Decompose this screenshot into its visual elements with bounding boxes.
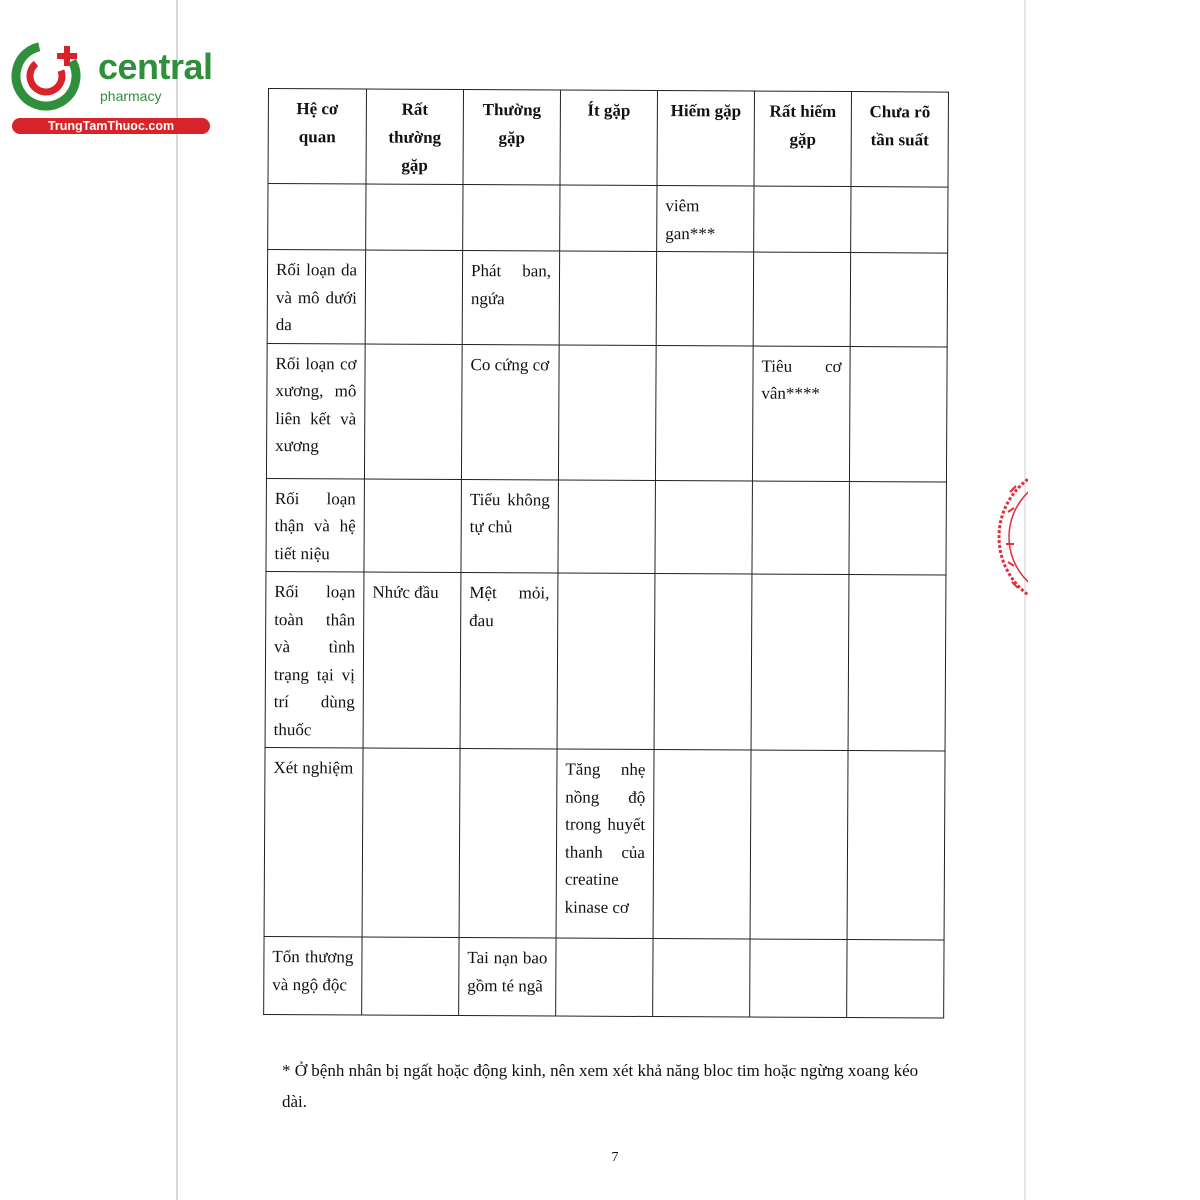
- table-cell: [364, 479, 461, 573]
- table-header-row: [268, 89, 948, 188]
- table-cell: [365, 250, 462, 344]
- table-cell: Tiểu không tự chủ: [461, 479, 558, 573]
- table-cell: Mệt mỏi, đau: [460, 573, 558, 750]
- table-cell: Tổn thương và ngộ độc: [264, 936, 362, 1015]
- table-cell: [851, 187, 948, 254]
- table-cell: Tăng nhẹ nồng độ trong huyết thanh của creatine kinase cơ: [556, 749, 654, 939]
- table-cell: [753, 252, 850, 346]
- table-cell: [848, 575, 946, 752]
- table-row: [268, 184, 948, 254]
- table-cell: [653, 939, 750, 1018]
- table-cell: [556, 938, 653, 1017]
- table-cell: [558, 345, 656, 481]
- table-cell: [751, 574, 849, 751]
- table-cell: [847, 751, 945, 941]
- table-cell: [366, 184, 463, 251]
- table-cell: Rối loạn thận và hệ tiết niệu: [266, 478, 364, 572]
- header-hiem-gap: Hiếm gặp: [657, 91, 754, 187]
- header-rat-hiem-gap: Rất hiếm gặp: [754, 91, 851, 187]
- page-number: 7: [611, 1150, 619, 1165]
- table-cell: [558, 480, 655, 574]
- table-cell: Rối loạn da và mô dưới da: [267, 250, 365, 344]
- table-cell: [560, 185, 657, 252]
- table-cell: Rối loạn toàn thân và tình trạng tại vị trí dùng thuốc: [265, 571, 364, 748]
- table-cell: [656, 252, 753, 346]
- table-row: [264, 936, 944, 1018]
- table-cell: [847, 940, 944, 1019]
- table-cell: [557, 573, 655, 750]
- table-cell: [655, 345, 753, 481]
- table-cell: [559, 251, 656, 345]
- table-cell: [362, 937, 459, 1016]
- table-cell: [750, 939, 847, 1018]
- table-row: [264, 747, 945, 940]
- table-cell: [654, 574, 752, 751]
- table-cell: [750, 750, 848, 940]
- table-cell: Rối loạn cơ xương, mô liên kết và xương: [266, 343, 365, 479]
- central-pharmacy-logo[interactable]: [10, 38, 220, 138]
- table-cell: [754, 186, 851, 253]
- table-cell: [364, 344, 462, 480]
- logo-brand-name: central: [98, 46, 213, 87]
- table-cell: [268, 184, 366, 251]
- table-cell: Tiêu cơ vân****: [752, 346, 850, 482]
- header-it-gap: Ít gặp: [560, 90, 657, 186]
- header-he-co-quan: Hệ cơ quan: [268, 89, 366, 185]
- table-cell: [459, 749, 557, 939]
- header-chua-ro-tan-suat: Chưa rõ tần suất: [851, 92, 948, 188]
- table-row: [267, 250, 947, 347]
- table-cell: [849, 346, 947, 482]
- table-row: [265, 571, 946, 751]
- table-cell: viêm gan***: [657, 186, 754, 253]
- table-cell: [849, 481, 946, 575]
- table-cell: [653, 750, 751, 940]
- table-cell: [752, 481, 849, 575]
- table-cell: Nhức đầu: [363, 572, 461, 749]
- table-cell: Co cứng cơ: [461, 344, 559, 480]
- table-cell: [655, 480, 752, 574]
- central-logo-icon: [10, 38, 88, 116]
- table-row: [266, 478, 946, 575]
- table-cell: [463, 185, 560, 252]
- scan-edge-shadow: [176, 0, 178, 1200]
- logo-site-badge: TrungTamThuoc.com: [12, 118, 210, 134]
- logo-brand-sub: pharmacy: [100, 88, 162, 104]
- table-cell: Xét nghiệm: [264, 747, 363, 937]
- header-rat-thuong-gap: Rất thường gặp: [366, 89, 463, 185]
- footnote: * Ở bệnh nhân bị ngất hoặc động kinh, nên xem xét khả năng bloc tim hoặc ngừng xoang kéo dài.: [282, 1061, 919, 1111]
- header-thuong-gap: Thường gặp: [463, 90, 560, 186]
- table-cell: [850, 253, 947, 347]
- table-row: [266, 343, 947, 482]
- adverse-effects-table: [263, 88, 949, 1019]
- stamp-icon: [996, 462, 1028, 612]
- table-cell: Phát ban, ngứa: [462, 251, 559, 345]
- table-cell: Tai nạn bao gồm té ngã: [459, 938, 556, 1017]
- table-cell: [362, 748, 460, 938]
